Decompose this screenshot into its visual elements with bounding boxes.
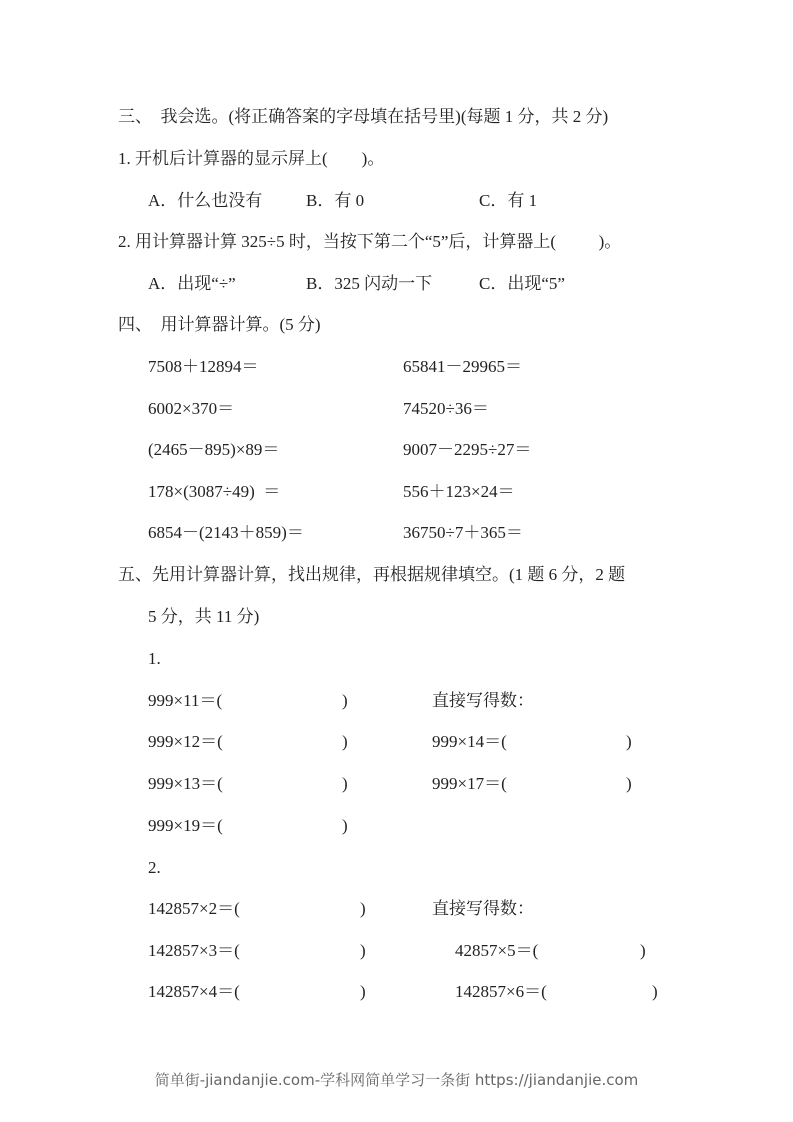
calc-left-5: 6854－(2143＋859)＝: [148, 523, 304, 542]
pattern-1-left-1: 999×11＝(: [148, 691, 223, 710]
question-5-2-label: 2.: [148, 858, 161, 877]
pattern-1-right-2: 999×17＝(: [432, 774, 507, 793]
pattern-2-left-3: 142857×4＝(: [148, 982, 240, 1001]
close-paren: ): [626, 732, 632, 751]
direct-answer-title-1: 直接写得数：: [432, 691, 534, 710]
option-3-2-a: A．出现“÷”: [148, 274, 236, 293]
close-paren: ): [342, 691, 348, 710]
pattern-2-right-1: 42857×5＝(: [455, 941, 539, 960]
calc-left-4: 178×(3087÷49) ＝: [148, 482, 281, 501]
question-3-1-stem: 1. 开机后计算器的显示屏上( )。: [118, 149, 385, 168]
section-5-heading-cont: 5 分，共 11 分): [148, 607, 260, 626]
direct-answer-title-2: 直接写得数：: [432, 899, 534, 918]
section-3-heading: 三、 我会选。(将正确答案的字母填在括号里)(每题 1 分，共 2 分): [118, 107, 609, 126]
option-3-2-c: C．出现“5”: [479, 274, 565, 293]
pattern-2-left-1: 142857×2＝(: [148, 899, 240, 918]
calc-left-2: 6002×370＝: [148, 399, 235, 418]
footer-watermark: 简单街-jiandanjie.com-学科网简单学习一条街 https://jiandanjie.com: [154, 1071, 639, 1089]
calc-left-1: 7508＋12894＝: [148, 357, 259, 376]
calc-right-4: 556＋123×24＝: [403, 482, 515, 501]
pattern-1-right-1: 999×14＝(: [432, 732, 507, 751]
question-5-1-label: 1.: [148, 649, 161, 668]
close-paren: ): [342, 732, 348, 751]
pattern-1-left-3: 999×13＝(: [148, 774, 223, 793]
calc-right-3: 9007－2295÷27＝: [403, 440, 532, 459]
close-paren: ): [342, 816, 348, 835]
close-paren: ): [342, 774, 348, 793]
section-4-heading: 四、 用计算器计算。(5 分): [118, 315, 321, 334]
calc-left-3: (2465－895)×89＝: [148, 440, 280, 459]
close-paren: ): [652, 982, 658, 1001]
close-paren: ): [360, 899, 366, 918]
calc-right-1: 65841－29965＝: [403, 357, 522, 376]
option-3-2-b: B．325 闪动一下: [306, 274, 433, 293]
close-paren: ): [640, 941, 646, 960]
option-3-1-c: C．有 1: [479, 191, 538, 210]
pattern-1-left-4: 999×19＝(: [148, 816, 223, 835]
option-3-1-b: B．有 0: [306, 191, 365, 210]
question-3-2-stem: 2. 用计算器计算 325÷5 时，当按下第二个“5”后，计算器上( )。: [118, 232, 622, 251]
close-paren: ): [626, 774, 632, 793]
pattern-1-left-2: 999×12＝(: [148, 732, 223, 751]
section-5-heading: 五、先用计算器计算，找出规律，再根据规律填空。(1 题 6 分，2 题: [118, 565, 626, 584]
pattern-2-left-2: 142857×3＝(: [148, 941, 240, 960]
option-3-1-a: A．什么也没有: [148, 191, 263, 210]
calc-right-2: 74520÷36＝: [403, 399, 489, 418]
pattern-2-right-2: 142857×6＝(: [455, 982, 547, 1001]
close-paren: ): [360, 982, 366, 1001]
calc-right-5: 36750÷7＋365＝: [403, 523, 523, 542]
close-paren: ): [360, 941, 366, 960]
